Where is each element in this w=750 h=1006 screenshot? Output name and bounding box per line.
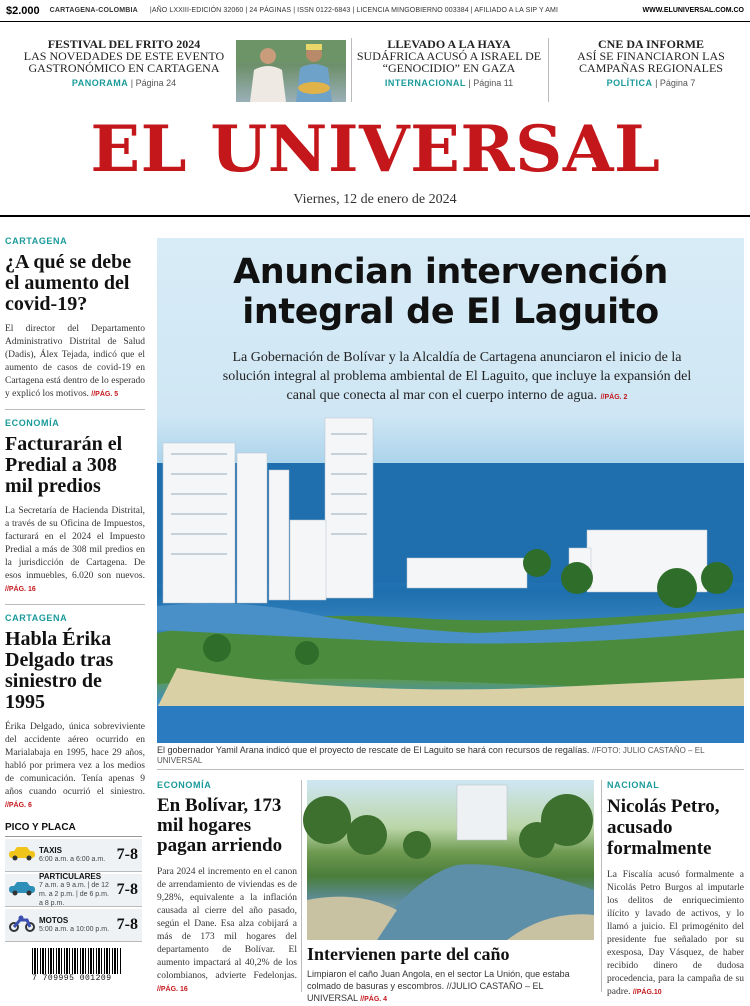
photo-illustration (307, 780, 594, 940)
story-covid[interactable] (5, 236, 145, 401)
pico-label: PARTICULARES (39, 872, 102, 881)
newspaper-logo: EL UNIVERSAL (90, 112, 660, 187)
pico-digits: 7-8 (116, 916, 138, 933)
section-label: ECONOMÍA (5, 418, 60, 428)
lead-headline: Anuncian intervención integral de El Laguito (233, 252, 668, 332)
lead-story[interactable] (157, 238, 744, 743)
taxi-icon (5, 845, 39, 866)
car-icon (5, 880, 39, 901)
pico-label: TAXIS (39, 846, 62, 855)
story-text: La Secretaría de Hacienda Distrital, a través de su Oficina de Impuestos, facturará en el 2024 el Impuesto Predial a más de 308 mil predios en la jurisdicción de Cartagena. De esos inmuebles, 6.020 son nuevos. (5, 506, 145, 581)
pico-hours: 7 a.m. a 9 a.m. | de 12 m. a 2 p.m. | de 6 p.m. a 8 p.m. (39, 882, 109, 907)
story-body (157, 866, 297, 996)
story-headline: Habla Érika Delgado tras siniestro de 1995 (5, 628, 114, 713)
section-label: ECONOMÍA (157, 780, 212, 790)
pico-row-motos (5, 909, 142, 942)
story-text: Limpiaron el caño Juan Angola, en el sector La Unión, que estaba colmado de basuras y escombros. (307, 969, 570, 991)
story-body (607, 869, 744, 999)
masthead-rule (0, 215, 750, 217)
barcode-number: 7 709995 001209 (32, 974, 112, 983)
story-text: La Fiscalía acusó formalmente a Nicolás Petro Burgos al imputarle los delitos de enriquecimiento ilícito y lavado de activos, y lo llamó a juicio. El primogénito del presidente fue señalado por su exesposa, Day Vásquez, de haber recibido dinero de dudosa procedencia, para la campaña de su padre. (607, 870, 744, 997)
teaser-divider (548, 38, 549, 102)
story-body (5, 323, 145, 401)
photo-credit: //FOTO: JULIO CASTAÑO – EL UNIVERSAL (157, 746, 705, 765)
section-label: NACIONAL (607, 780, 660, 790)
story-headline: ¿A qué se debe el aumento del covid-19? (5, 251, 132, 315)
story-body (5, 721, 145, 812)
pico-label: MOTOS (39, 916, 69, 925)
lead-dek-text: La Gobernación de Bolívar y la Alcaldía de Cartagena anunciaron el inicio de la solución integral al problema ambiental de El Laguito, que incluye la expansión del canal que conecta al mar con el cuerpo interno de agua. (222, 350, 692, 403)
story-arriendo[interactable] (157, 780, 297, 996)
pico-text (39, 846, 110, 864)
cano-photo (307, 780, 594, 940)
story-erika[interactable] (5, 613, 145, 812)
teaser-subtitle: LAS NOVEDADES DE ESTE EVENTO GASTRONÓMICO EN CARTAGENA (23, 49, 225, 75)
caption-text: El gobernador Yamil Arana indicó que el proyecto de rescate de El Laguito se hará con recursos de regalías. (157, 745, 590, 755)
pico-y-placa (5, 822, 142, 942)
teaser-cne[interactable] (556, 38, 746, 88)
page-ref: //PÁG. 2 (600, 394, 628, 401)
page-ref: //PÁG.10 (632, 989, 662, 996)
pico-digits: 7-8 (116, 881, 138, 898)
website-link[interactable]: WWW.ELUNIVERSAL.COM.CO (642, 7, 744, 14)
barcode-bars (32, 948, 122, 974)
pico-digits: 7-8 (116, 846, 138, 863)
teaser-section: INTERNACIONAL | Página 11 (384, 78, 514, 88)
pico-hours: 6:00 a.m. a 6:00 a.m. (39, 856, 106, 863)
story-cano[interactable] (307, 780, 594, 1006)
price: $2.000 (6, 4, 40, 17)
teaser-section: PANORAMA | Página 24 (71, 78, 177, 88)
story-headline: Intervienen parte del caño (307, 944, 510, 964)
page-ref: //PÁG. 16 (5, 586, 36, 593)
section-label: CARTAGENA (5, 236, 68, 246)
page-ref: Página 11 (473, 78, 514, 88)
story-body (307, 968, 594, 1006)
story-divider (5, 604, 145, 605)
teaser-title: LLEVADO A LA HAYA (387, 37, 511, 51)
story-text: El director del Departamento Administrativo Distrital de Salud (Dadis), Álex Tejada, indicó que el aumento de casos de covid-19 en Cartagena está dentro de lo esperado y explicó los motivos. (5, 324, 145, 399)
page-ref: //PÁG. 4 (360, 996, 388, 1003)
teaser-title: CNE DA INFORME (597, 37, 704, 51)
story-text: Para 2024 el incremento en el canon de arrendamiento de viviendas es de 9,28%, equivalente a la inflación causada al cierre del año pasado, según el Dane. Esa alza cobijará a más de 173 mil hogares del departamento de Bolívar. El aumento impactará al 40,2% de los colombianos, advierte Fedelonjas. (157, 867, 297, 981)
motorcycle-icon (5, 914, 39, 937)
photo-caption (157, 745, 744, 765)
pico-title: PICO Y PLACA (5, 822, 142, 837)
teaser-title: FESTIVAL DEL FRITO 2024 (47, 37, 201, 51)
city-label: CARTAGENA-COLOMBIA (49, 7, 138, 14)
page-ref: Página 24 (135, 78, 177, 88)
edition-meta: |AÑO LXXIII-EDICIÓN 32060 | 24 PÁGINAS | ISSN 0122-6843 | LICENCIA MINGOBIERNO 003384 | AFILIADO A LA SIP Y AMI (149, 7, 558, 14)
page-ref: //PÁG. 16 (157, 986, 188, 993)
page-ref: Página 7 (659, 78, 696, 88)
section-name: PANORAMA (71, 78, 129, 88)
photo-illustration (236, 40, 346, 102)
story-text: Érika Delgado, única sobreviviente del accidente aéreo ocurrido en Marialabaja en 1995, hace 29 años, habló por primera vez a los medios de comunicación. Tenía apenas 9 años cuando ocurrió el siniestro. (5, 722, 145, 797)
story-headline: En Bolívar, 173 mil hogares pagan arriendo (157, 795, 283, 856)
story-predial[interactable] (5, 418, 145, 596)
story-body (5, 505, 145, 596)
page-ref: //PÁG. 6 (5, 802, 32, 809)
masthead (0, 112, 750, 208)
teaser-haya[interactable] (355, 38, 543, 88)
teaser-photo (236, 40, 346, 102)
pico-hours: 5:00 a.m. a 10:00 p.m. (39, 926, 110, 933)
column-divider (601, 780, 602, 992)
pico-row-particulares (5, 874, 142, 907)
left-column (5, 236, 145, 812)
lead-dek (212, 348, 702, 407)
section-name: INTERNACIONAL (384, 78, 466, 88)
teaser-strip (0, 30, 750, 106)
barcode (32, 948, 122, 984)
teaser-subtitle: ASÍ SE FINANCIARON LAS CAMPAÑAS REGIONALES (577, 49, 725, 75)
story-headline: Nicolás Petro, acusado formalmente (607, 796, 720, 859)
edition-date: Viernes, 12 de enero de 2024 (293, 192, 457, 207)
story-headline: Facturarán el Predial a 308 mil predios (5, 433, 123, 497)
teaser-subtitle: SUDÁFRICA ACUSÓ A ISRAEL DE “GENOCIDIO” EN GAZA (356, 49, 542, 75)
column-divider (301, 780, 302, 992)
photo-credit: //JULIO CASTAÑO – EL UNIVERSAL (307, 981, 544, 1003)
teaser-section: POLÍTICA | Página 7 (606, 78, 696, 88)
teaser-festival[interactable] (14, 38, 234, 88)
story-divider (5, 409, 145, 410)
section-name: POLÍTICA (606, 78, 653, 88)
top-bar (0, 0, 750, 22)
section-label: CARTAGENA (5, 613, 68, 623)
story-petro[interactable] (607, 780, 744, 999)
pico-row-taxis (5, 839, 142, 872)
teaser-divider (351, 38, 352, 102)
page-ref: //PÁG. 5 (91, 391, 119, 398)
pico-text (39, 872, 110, 908)
section-rule (157, 769, 744, 770)
pico-text (39, 916, 110, 934)
